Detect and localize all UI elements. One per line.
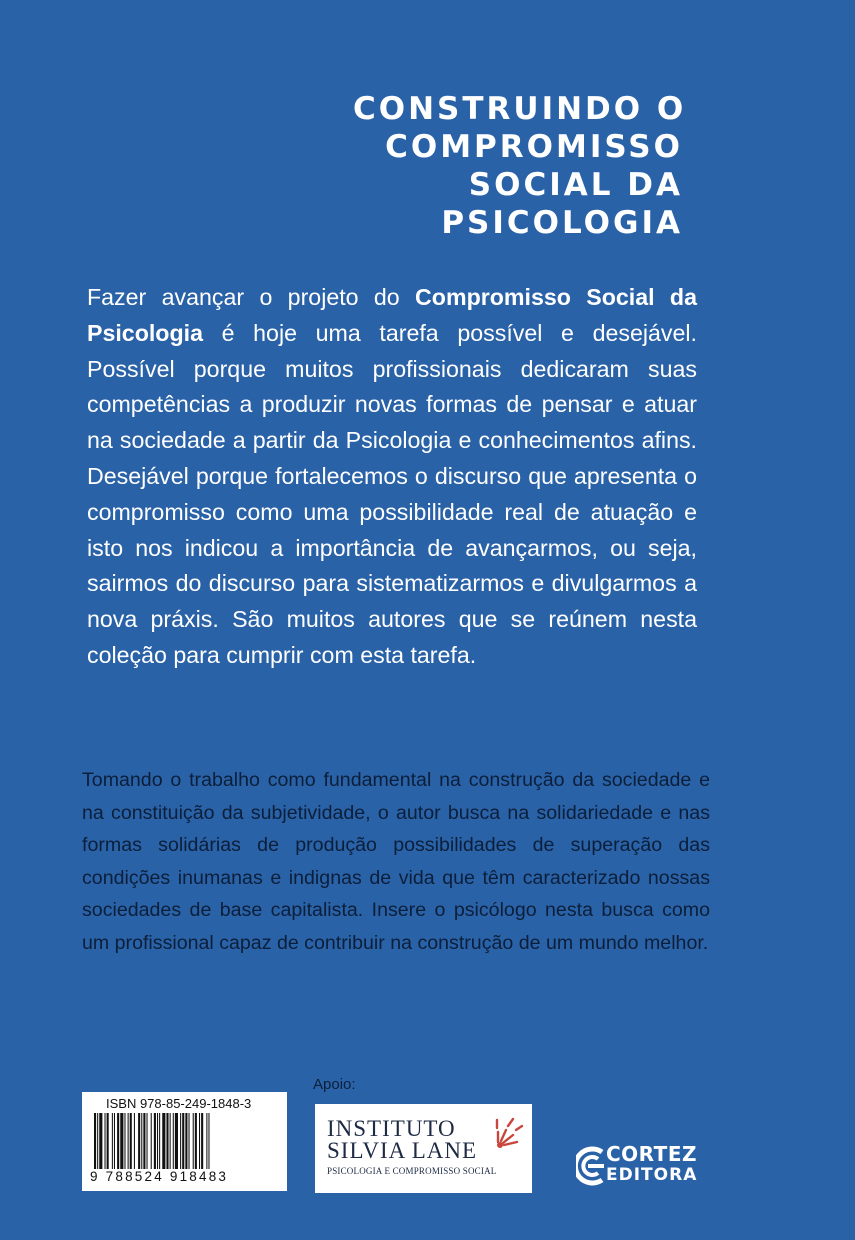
barcode-bar <box>180 1113 181 1169</box>
barcode-bar <box>206 1113 207 1169</box>
barcode-bar <box>166 1113 168 1169</box>
barcode-bar <box>134 1113 135 1169</box>
barcode-bar <box>99 1113 102 1169</box>
barcode-bar <box>97 1113 98 1169</box>
cover-title <box>353 90 687 242</box>
barcode-bar <box>189 1113 190 1169</box>
editora-name: EDITORA <box>606 1165 698 1185</box>
cortez-editora-logo <box>576 1140 716 1192</box>
barcode-bar <box>120 1113 123 1169</box>
barcode-bar <box>130 1113 132 1169</box>
barcode-bar <box>170 1113 171 1169</box>
book-synopsis: Tomando o trabalho como fundamental na construção da sociedade e na constituição da subjetividade, o autor busca na solidariedade e nas formas solidárias de produção possibilidades de superação das condições inumanas e indignas de vida que têm caracterizado nossas sociedades de base capitalista. Insere o psicólogo nesta busca como um profissional capaz de contribuir na construção de um mundo melhor. <box>82 769 710 954</box>
barcode-bar <box>185 1113 187 1169</box>
barcode-bar <box>182 1113 184 1169</box>
barcode-bar <box>138 1113 140 1169</box>
barcode-bar <box>162 1113 165 1169</box>
title-line-4: PSICOLOGIA <box>441 205 683 241</box>
barcode-bar <box>201 1113 203 1169</box>
barcode-bar <box>112 1113 113 1169</box>
barcode-bar <box>143 1113 145 1169</box>
barcode-bar <box>199 1113 200 1169</box>
instituto-silvia-lane-logo <box>315 1104 532 1193</box>
barcode-bar <box>175 1113 178 1169</box>
barcode-bar <box>157 1113 158 1169</box>
instituto-line-2: SILVIA LANE <box>327 1138 478 1163</box>
barcode-bar <box>94 1113 96 1169</box>
barcode-bar <box>117 1113 119 1169</box>
support-label: Apoio: <box>313 1076 356 1093</box>
series-blurb <box>87 280 697 674</box>
barcode-bar <box>124 1113 125 1169</box>
cortez-name: CORTEZ <box>606 1142 697 1166</box>
isbn-barcode <box>82 1092 287 1191</box>
barcode-bar <box>128 1113 129 1169</box>
barcode-bar <box>195 1113 197 1169</box>
barcode-bar <box>193 1113 194 1169</box>
barcode-bar <box>159 1113 160 1169</box>
blurb-intro: Fazer avançar o projeto do <box>87 284 416 310</box>
barcode-bar <box>114 1113 115 1169</box>
barcode-digits: 9 788524 918483 <box>90 1169 229 1184</box>
title-line-2: COMPROMISSO <box>385 129 683 165</box>
barcode-bar <box>154 1113 156 1169</box>
title-line-1: CONSTRUINDO O <box>353 91 687 127</box>
blurb-rest: é hoje uma tarefa possível e desejável. Possível porque muitos profissionais dedicaram suas competências a produzir novas formas de pensar e atuar na sociedade a partir da Psicologia e conhecimentos afins. Desejável porque fortalecemos o discurso que apresenta o compromisso como uma possibilidade real de atuação e isto nos indicou a importância de avançarmos, ou seja, sairmos do discurso para sistematizarmos e divulgarmos a nova práxis. São muitos autores que se reúnem nesta coleção para cumprir com esta tarefa. <box>87 319 697 668</box>
barcode-bar <box>147 1113 148 1169</box>
instituto-line-1: INSTITUTO <box>327 1116 456 1141</box>
barcode-bar <box>141 1113 142 1169</box>
barcode-bar <box>105 1113 106 1169</box>
barcode-bars <box>90 1113 279 1171</box>
rays-icon <box>492 1110 526 1150</box>
title-line-3: SOCIAL DA <box>468 167 683 203</box>
barcode-bar <box>173 1113 174 1169</box>
instituto-subtitle: PSICOLOGIA E COMPROMISSO SOCIAL <box>327 1166 497 1176</box>
blurb-bold-phrase: Compromisso Social da Psicologia <box>87 284 697 346</box>
isbn-text: ISBN 978-85-249-1848-3 <box>106 1096 252 1111</box>
barcode-bar <box>107 1113 109 1169</box>
barcode-bar <box>208 1113 209 1169</box>
barcode-bar <box>151 1113 152 1169</box>
